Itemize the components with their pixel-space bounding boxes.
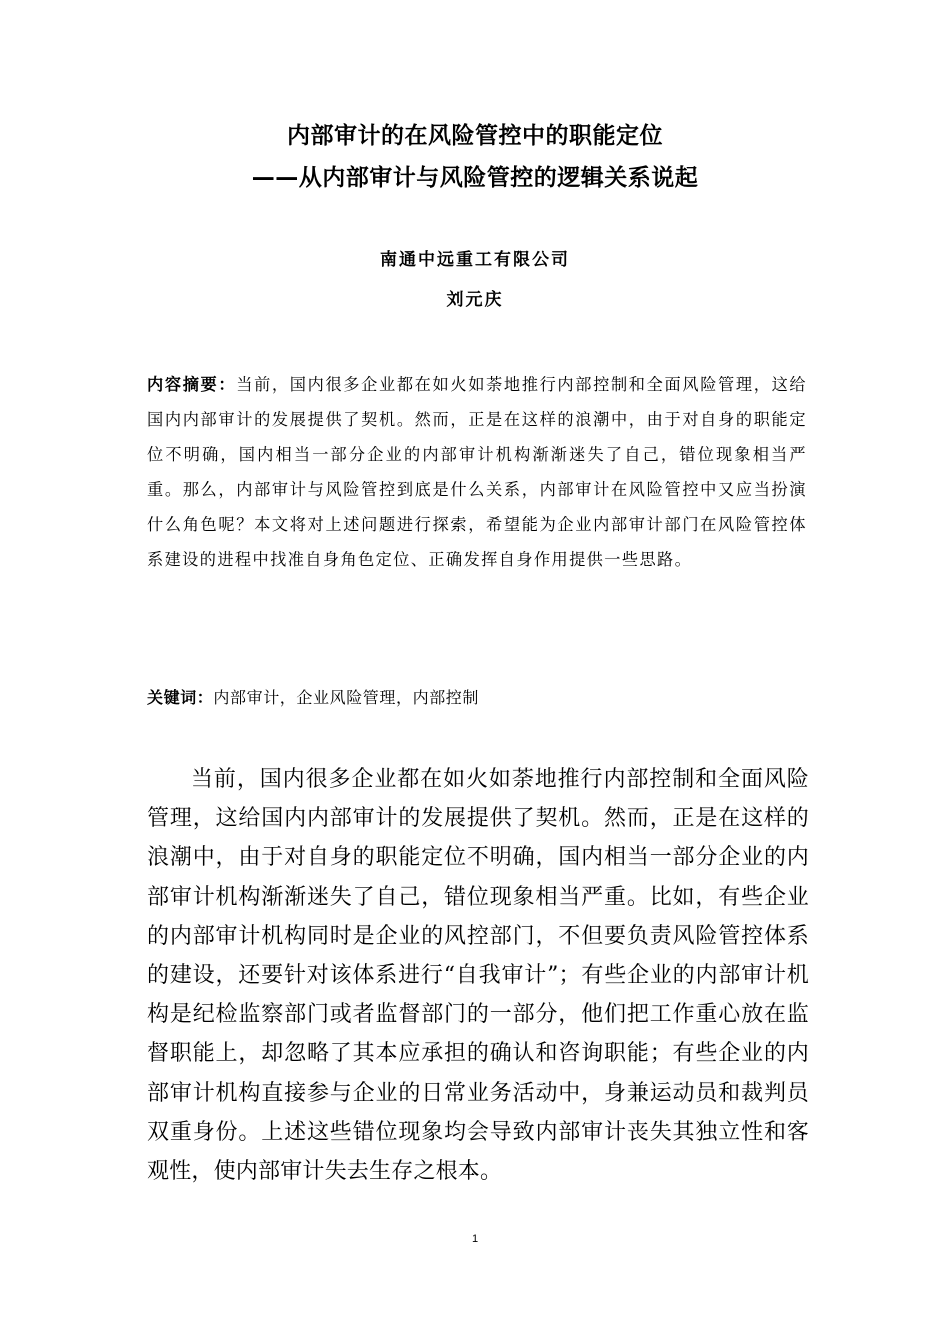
- page-number: 1: [471, 1233, 479, 1245]
- keywords-label: 关键词：: [147, 688, 214, 707]
- document-title: 内部审计的在风险管控中的职能定位: [287, 123, 663, 149]
- abstract: [147, 367, 807, 577]
- author-name: 刘元庆: [446, 290, 504, 310]
- document-subtitle: ——从内部审计与风险管控的逻辑关系说起: [251, 165, 699, 191]
- keywords-text: 内部审计，企业风险管理，内部控制: [213, 688, 480, 707]
- body-paragraph: 当前，国内很多企业都在如火如荼地推行内部控制和全面风险管理，这给国内内部审计的发展提供了契机。然而，正是在这样的浪潮中，由于对自身的职能定位不明确，国内相当一部分企业的内部审计机构渐渐迷失了自己，错位现象相当严重。比如，有些企业的内部审计机构同时是企业的风控部门，不但要负责风险管控体系的建设，还要针对该体系进行“自我审计”；有些企业的内部审计机构是纪检监察部门或者监督部门的一部分，他们把工作重心放在监督职能上，却忽略了其本应承担的确认和咨询职能；有些企业的内部审计机构直接参与企业的日常业务活动中，身兼运动员和裁判员双重身份。上述这些错位现象均会导致内部审计丧失其独立性和客观性，使内部审计失去生存之根本。: [147, 767, 809, 1185]
- abstract-label: 内容摘要：: [147, 375, 237, 394]
- abstract-text: 当前，国内很多企业都在如火如荼地推行内部控制和全面风险管理，这给国内内部审计的发展提供了契机。然而，正是在这样的浪潮中，由于对自身的职能定位不明确，国内相当一部分企业的内部审计机构渐渐迷失了自己，错位现象相当严重。那么，内部审计与风险管控到底是什么关系，内部审计在风险管控中又应当扮演什么角色呢？本文将对上述问题进行探索，希望能为企业内部审计部门在风险管控体系建设的进程中找准自身角色定位、正确发挥自身作用提供一些思路。: [147, 375, 807, 569]
- keywords: [147, 686, 807, 710]
- author-company: 南通中远重工有限公司: [380, 250, 570, 270]
